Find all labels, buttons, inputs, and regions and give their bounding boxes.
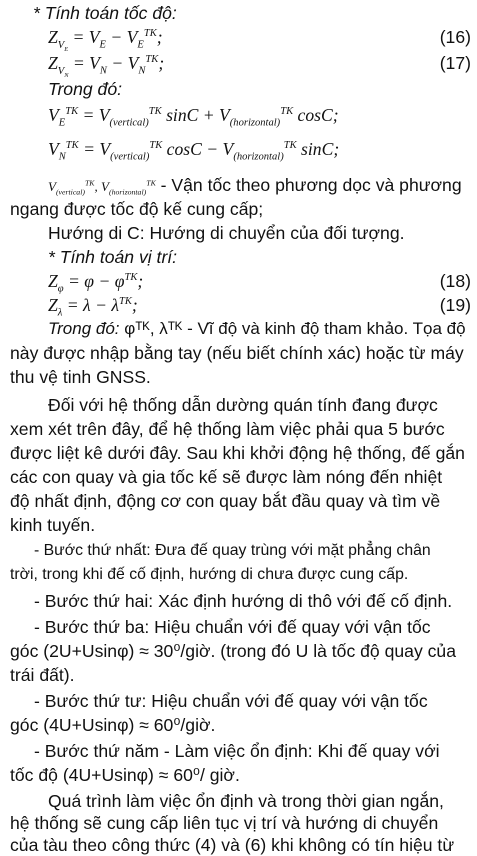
where-label-1: Trong đó:: [48, 79, 122, 99]
position-heading: * Tính toán vị trí:: [48, 247, 178, 267]
equation-19: $Z_\lambda = \lambda - \lambda^{TK}$;: [48, 295, 138, 319]
step-3-line: trái đất).: [10, 665, 75, 685]
where-line-3: thu vệ tinh GNSS.: [10, 367, 151, 387]
velocity-definition-line-2: ngang được tốc độ kế cung cấp;: [10, 199, 264, 219]
paragraph-line: độ nhất định, động cơ con quay bắt đầu quay và tìm về: [10, 491, 441, 511]
paragraph-line: kinh tuyến.: [10, 515, 96, 535]
where-line-2: này được nhập bằng tay (nếu biết chính xác) hoặc từ máy: [10, 343, 464, 363]
closing-line: của tàu theo công thức (4) và (6) khi không có tín hiệu từ: [10, 835, 455, 855]
equation-17-number: (17): [439, 53, 471, 73]
step-1-line: - Bước thứ nhất: Đưa đế quay trùng với mặt phẳng chân: [34, 542, 431, 559]
equation-16: $Z_{V_E} = V_E - V_E^{TK}$;: [48, 27, 163, 53]
step-2-line: - Bước thứ hai: Xác định hướng di thô với đế cố định.: [34, 591, 453, 611]
paragraph-line: được liệt kê dưới đây. Sau khi khởi động hệ thống, đế gắn: [10, 443, 465, 463]
step-1-line: trời, trong khi đế cố định, hướng di chưa được cung cấp.: [10, 566, 409, 583]
closing-line: hệ thống sẽ cung cấp liên tục vị trí và hướng di chuyển: [10, 813, 439, 833]
step-4-line: góc (4U+Usinφ) ≈ 60⁰/giờ.: [10, 715, 216, 735]
paragraph-line: Đối với hệ thống dẫn dường quán tính đang được: [48, 395, 438, 415]
equation-18-number: (18): [439, 271, 471, 291]
step-3-line: - Bước thứ ba: Hiệu chuẩn với đế quay với vận tốc: [34, 617, 431, 637]
heading-definition: Hướng di C: Hướng di chuyển của đối tượng.: [48, 223, 405, 243]
step-5-line: - Bước thứ năm - Làm việc ổn định: Khi đế quay với: [34, 741, 440, 761]
equation-ve: $V_E^{TK} = V_{(vertical)}^{TK}$ $\sin C + V_{(horizontal)}^{TK}$ cosC;: [48, 105, 339, 129]
equation-17: $Z_{V_N} = V_N - V_N^{TK}$;: [48, 53, 165, 79]
equation-19-number: (19): [439, 295, 471, 315]
equation-18: $Z_\varphi = \varphi - \varphi^{TK}$;: [48, 271, 144, 295]
equation-vn: $V_N^{TK} = V_{(vertical)}^{TK}$ $\cos C - V_{(horizontal)}^{TK}$ sinC;: [48, 139, 340, 163]
velocity-definition-line-1: $V_{(vertical)}^{TK}$, $V_{(horizontal)}^{TK}$ - Vận tốc theo phương dọc và phương: [48, 175, 462, 197]
step-4-line: - Bước thứ tư: Hiệu chuẩn với đế quay với vận tốc: [34, 691, 428, 711]
step-3-line: góc (2U+Usinφ) ≈ 30⁰/giờ. (trong đó U là tốc độ quay của: [10, 641, 456, 661]
paragraph-line: xem xét trên đây, để hệ thống làm việc phải qua 5 bước: [10, 419, 445, 439]
where-line-1: Trong đó: φᵀᴷ, λᵀᴷ - Vĩ độ và kinh độ tham khảo. Tọa độ: [48, 319, 466, 338]
closing-line: Quá trình làm việc ổn định và trong thời gian ngắn,: [48, 791, 444, 811]
equation-16-number: (16): [439, 27, 471, 47]
speed-heading: * Tính toán tốc độ:: [33, 3, 177, 23]
step-5-line: tốc độ (4U+Usinφ) ≈ 60⁰/ giờ.: [10, 765, 240, 785]
paragraph-line: các con quay và gia tốc kế sẽ được làm nóng đến nhiệt: [10, 467, 443, 487]
